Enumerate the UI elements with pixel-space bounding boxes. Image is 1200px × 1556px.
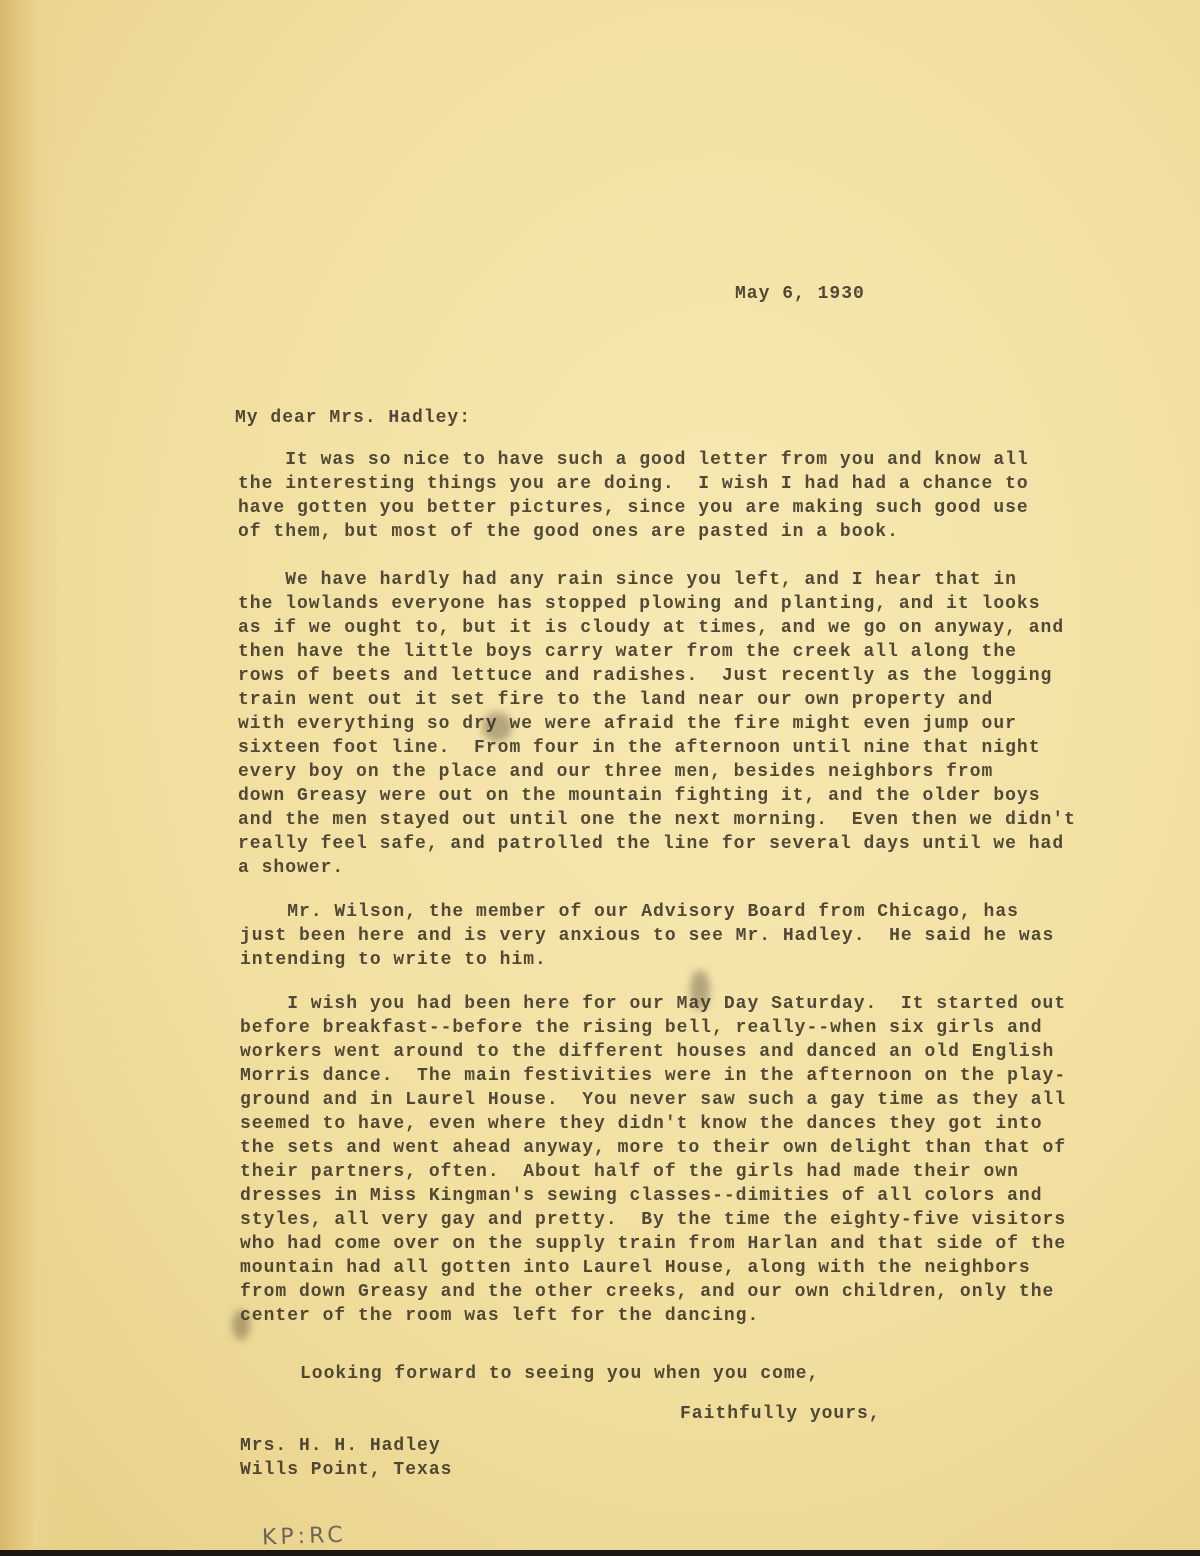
paragraph-4 xyxy=(240,992,1066,1328)
text-line: their partners, often. About half of the girls had made their own xyxy=(240,1162,1019,1182)
text-line: sixteen foot line. From four in the afternoon until nine that night xyxy=(238,738,1041,758)
text-line: a shower. xyxy=(238,858,345,878)
paragraph-3 xyxy=(240,900,1054,972)
text-line: just been here and is very anxious to see Mr. Hadley. He said he was xyxy=(240,926,1055,946)
salutation: My dear Mrs. Hadley: xyxy=(235,408,472,428)
text-line: mountain had all gotten into Laurel House, along with the neighbors xyxy=(240,1258,1031,1278)
text-line: We have hardly had any rain since you left, and I hear that in xyxy=(238,570,1017,590)
text-line: have gotten you better pictures, since you are making such good use xyxy=(238,498,1029,518)
text-line: seemed to have, even where they didn't know the dances they got into xyxy=(240,1114,1043,1134)
signoff: Faithfully yours, xyxy=(680,1404,881,1424)
text-line: down Greasy were out on the mountain fighting it, and the older boys xyxy=(238,786,1041,806)
ink-smudge xyxy=(690,970,710,1010)
text-line: Morris dance. The main festivities were in the afternoon on the play- xyxy=(240,1066,1067,1086)
ink-smudge xyxy=(482,712,512,742)
recipient-address: Wills Point, Texas xyxy=(240,1460,453,1480)
text-line: the sets and went ahead anyway, more to their own delight than that of xyxy=(240,1138,1067,1158)
paragraph-1 xyxy=(238,448,1029,544)
text-line: workers went around to the different houses and danced an old English xyxy=(240,1042,1055,1062)
ink-smudge xyxy=(232,1310,250,1340)
text-line: the interesting things you are doing. I wish I had had a chance to xyxy=(238,474,1029,494)
text-line: Mr. Wilson, the member of our Advisory Board from Chicago, has xyxy=(240,902,1019,922)
text-line: of them, but most of the good ones are pasted in a book. xyxy=(238,522,899,542)
text-line: with everything so dry we were afraid the fire might even jump our xyxy=(238,714,1017,734)
text-line: center of the room was left for the dancing. xyxy=(240,1306,760,1326)
text-line: rows of beets and lettuce and radishes. Just recently as the logging xyxy=(238,666,1053,686)
text-line: and the men stayed out until one the next morning. Even then we didn't xyxy=(238,810,1076,830)
handwritten-initials: KP:RC xyxy=(261,1522,348,1551)
text-line: who had come over on the supply train from Harlan and that side of the xyxy=(240,1234,1067,1254)
text-line: dresses in Miss Kingman's sewing classes--dimities of all colors and xyxy=(240,1186,1043,1206)
paragraph-2 xyxy=(238,568,1076,880)
text-line: styles, all very gay and pretty. By the time the eighty-five visitors xyxy=(240,1210,1067,1230)
text-line: intending to write to him. xyxy=(240,950,547,970)
text-line: I wish you had been here for our May Day Saturday. It started out xyxy=(240,994,1067,1014)
recipient-name: Mrs. H. H. Hadley xyxy=(240,1436,441,1456)
closing-line: Looking forward to seeing you when you come, xyxy=(300,1364,820,1384)
text-line: the lowlands everyone has stopped plowing and planting, and it looks xyxy=(238,594,1041,614)
letter-date: May 6, 1930 xyxy=(735,284,865,304)
text-line: before breakfast--before the rising bell, really--when six girls and xyxy=(240,1018,1043,1038)
text-line: ground and in Laurel House. You never saw such a gay time as they all xyxy=(240,1090,1067,1110)
text-line: then have the little boys carry water from the creek all along the xyxy=(238,642,1017,662)
text-line: every boy on the place and our three men, besides neighbors from xyxy=(238,762,994,782)
text-line: as if we ought to, but it is cloudy at times, and we go on anyway, and xyxy=(238,618,1065,638)
paper-bottom-edge xyxy=(0,1550,1200,1556)
text-line: train went out it set fire to the land near our own property and xyxy=(238,690,994,710)
text-line: really feel safe, and patrolled the line for several days until we had xyxy=(238,834,1065,854)
text-line: It was so nice to have such a good letter from you and know all xyxy=(238,450,1029,470)
text-line: from down Greasy and the other creeks, and our own children, only the xyxy=(240,1282,1055,1302)
paper-edge xyxy=(0,0,60,1556)
